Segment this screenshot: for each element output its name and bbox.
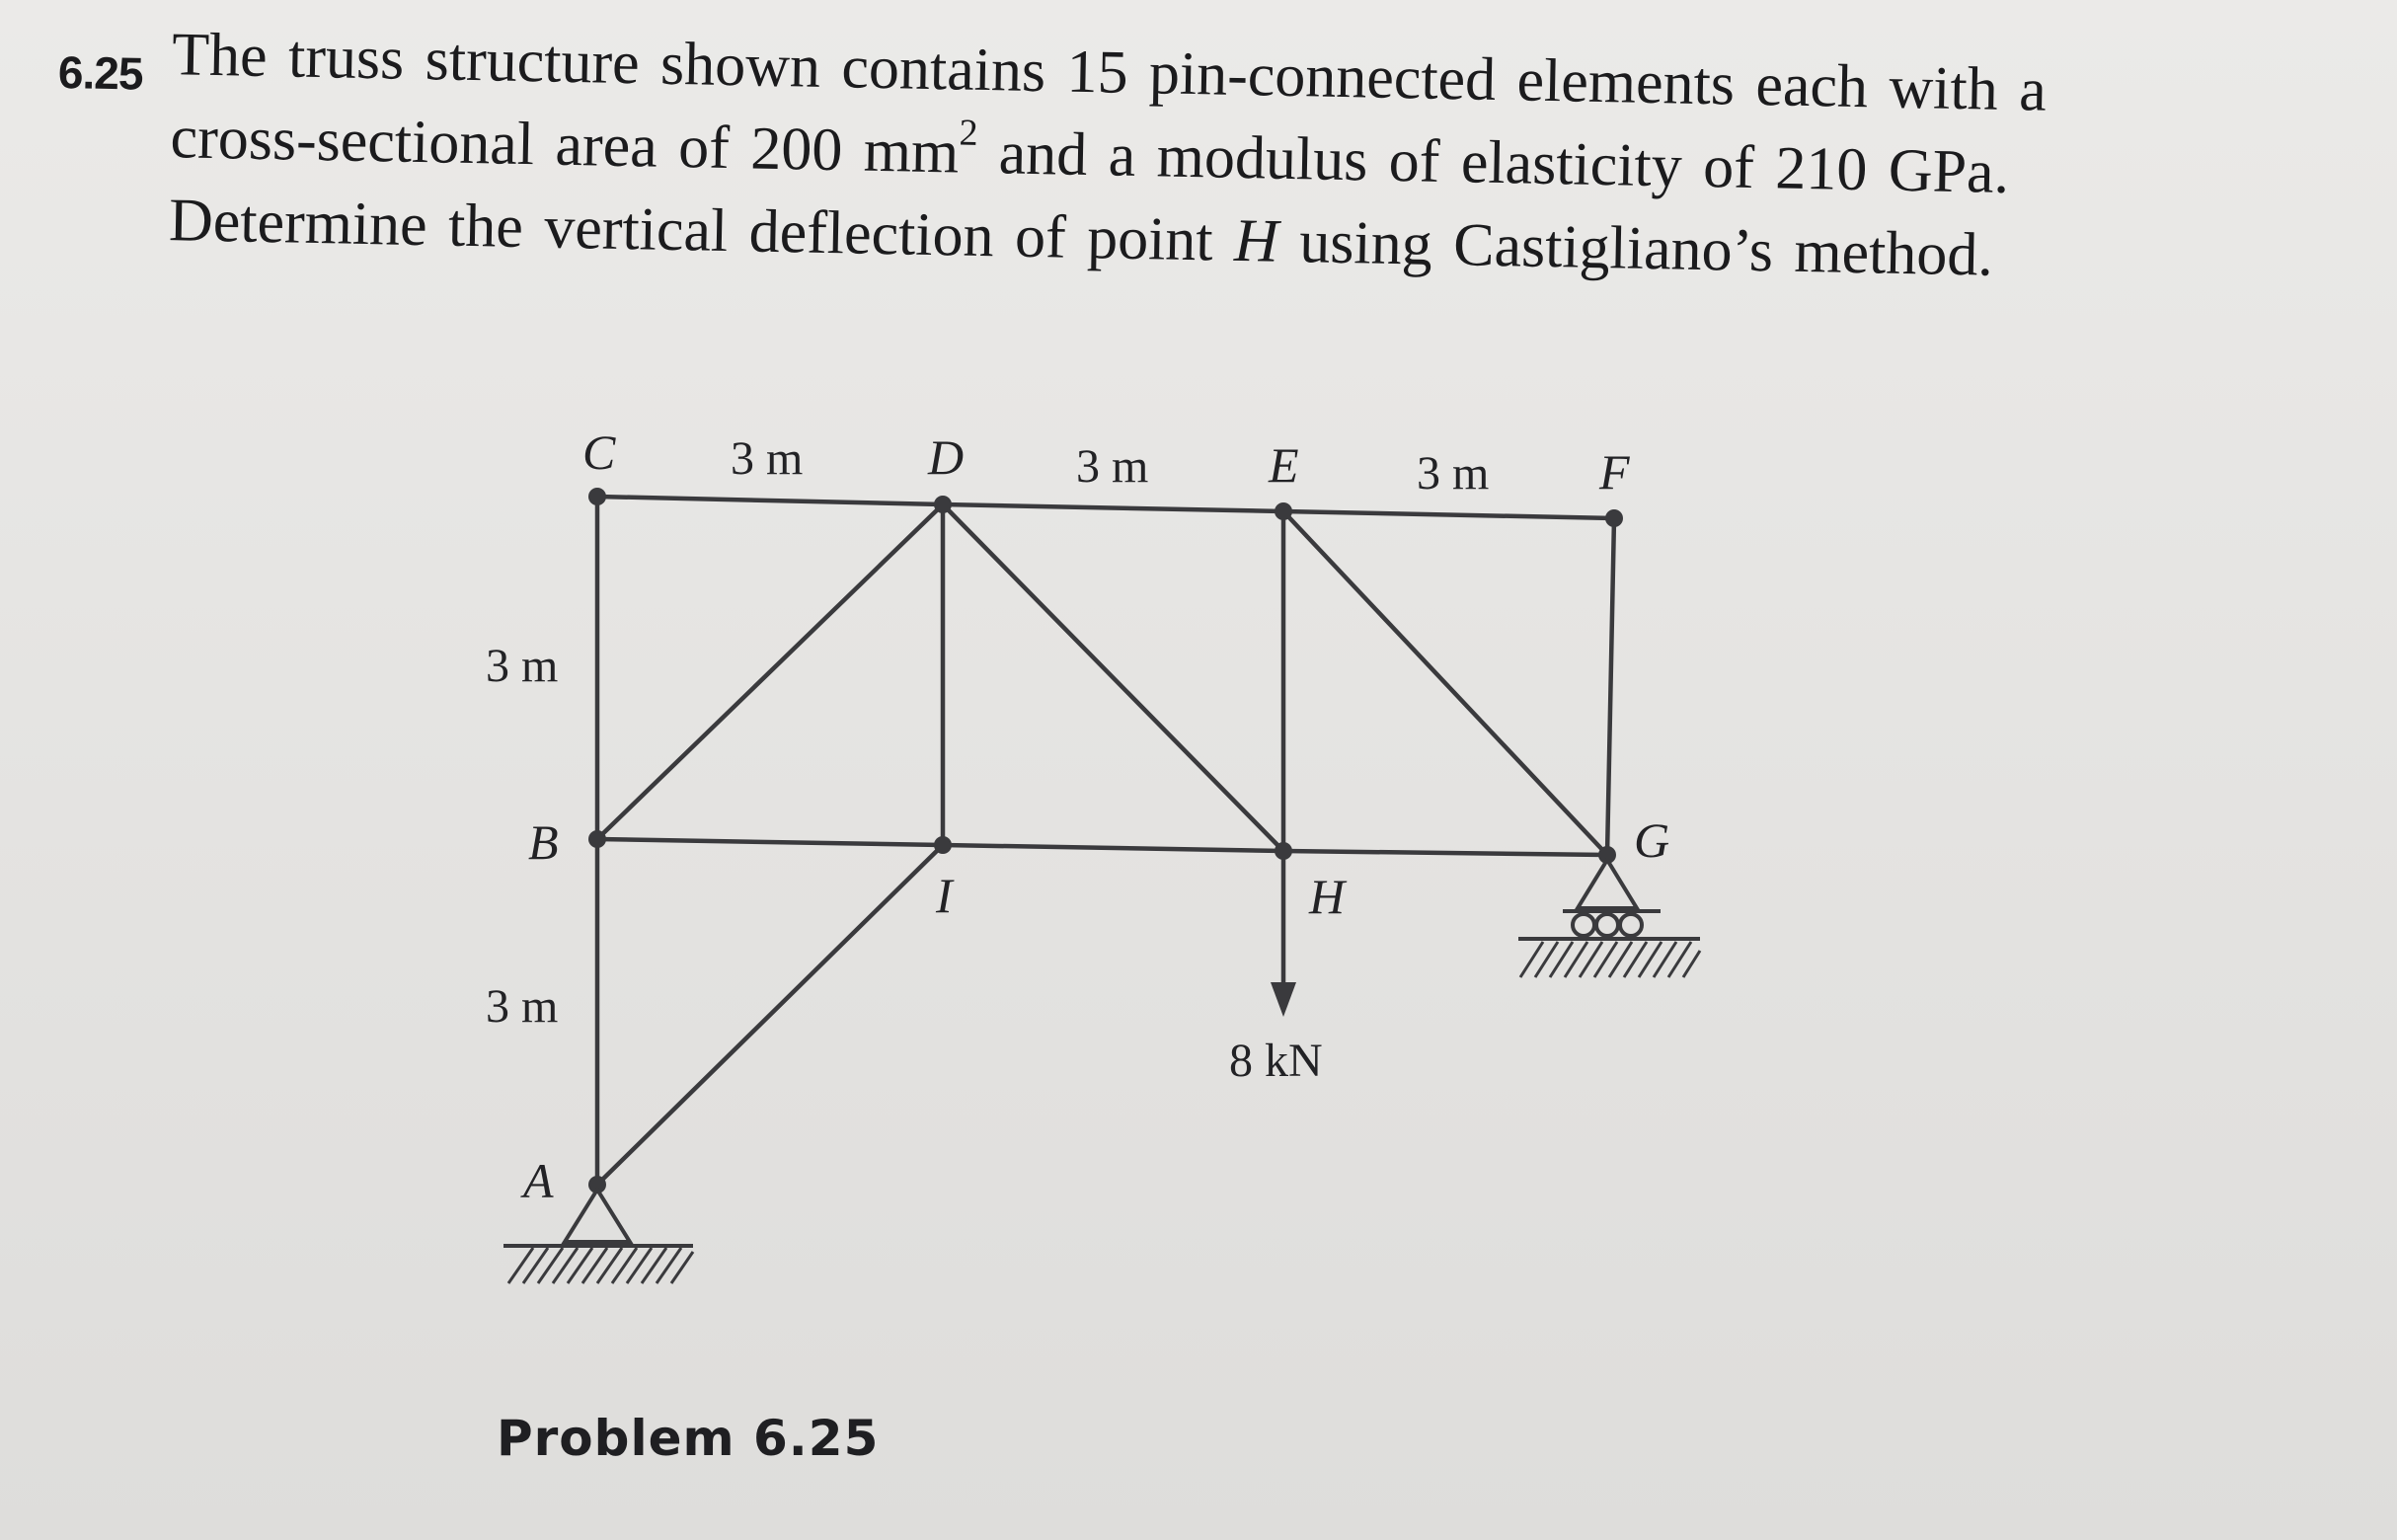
- joint-i: [934, 836, 952, 854]
- roller-support-triangle: [1578, 860, 1637, 908]
- dimension-labels: [486, 432, 1489, 1087]
- dim-cd: 3 m: [731, 432, 804, 485]
- member-ih: [943, 845, 1283, 851]
- dim-ef: 3 m: [1417, 447, 1490, 500]
- joint-f: [1605, 509, 1623, 527]
- load-arrow-head: [1271, 982, 1296, 1017]
- roller-1: [1573, 914, 1594, 936]
- load-label: 8 kN: [1229, 1035, 1323, 1087]
- member-hg: [1283, 851, 1607, 855]
- ground-hatch-g: [1520, 942, 1700, 977]
- member-bd: [597, 504, 943, 839]
- roller-2: [1596, 914, 1618, 936]
- label-i: I: [936, 868, 953, 923]
- member-fg: [1607, 518, 1614, 855]
- problem-line-3-text-a: Determine the vertical deflection of point: [168, 187, 1235, 274]
- member-ai: [597, 845, 943, 1185]
- ground-hatch-a: [508, 1248, 693, 1283]
- joint-e: [1275, 502, 1292, 520]
- joint-c: [588, 488, 606, 505]
- member-cd: [597, 497, 943, 504]
- dim-cb: 3 m: [486, 640, 559, 692]
- figure-caption: Problem 6.25: [497, 1410, 880, 1467]
- label-f: F: [1599, 444, 1630, 500]
- truss-members: [597, 497, 1614, 1185]
- roller-support-g: [1518, 860, 1700, 977]
- problem-number: 6.25: [57, 45, 143, 100]
- problem-line-2-text-b: and a modulus of elasticity of 210 GPa.: [976, 118, 2010, 206]
- problem-line-2-text-a: cross-sectional area of 200 mm: [170, 104, 960, 187]
- point-h-var: H: [1233, 206, 1279, 275]
- member-ef: [1283, 511, 1614, 518]
- problem-line-1: The truss structure shown contains 15 pin-connected elements each with a: [171, 21, 2048, 124]
- label-a: A: [523, 1153, 554, 1208]
- member-de: [943, 504, 1283, 511]
- pin-support-triangle: [565, 1190, 630, 1242]
- problem-line-3-text-b: using Castigliano’s method.: [1277, 207, 1994, 289]
- member-dh: [943, 504, 1283, 851]
- label-h: H: [1309, 869, 1346, 924]
- joint-b: [588, 830, 606, 848]
- dim-ba: 3 m: [486, 980, 559, 1033]
- roller-3: [1620, 914, 1642, 936]
- label-c: C: [582, 424, 616, 480]
- label-b: B: [528, 814, 559, 870]
- load-arrow-h: [1271, 857, 1296, 1017]
- member-bi: [597, 839, 943, 845]
- label-g: G: [1634, 812, 1670, 868]
- label-d: D: [928, 429, 965, 485]
- joint-d: [934, 496, 952, 513]
- member-eg: [1283, 511, 1607, 855]
- superscript: 2: [959, 112, 979, 154]
- dim-de: 3 m: [1076, 440, 1149, 493]
- label-e: E: [1269, 437, 1299, 493]
